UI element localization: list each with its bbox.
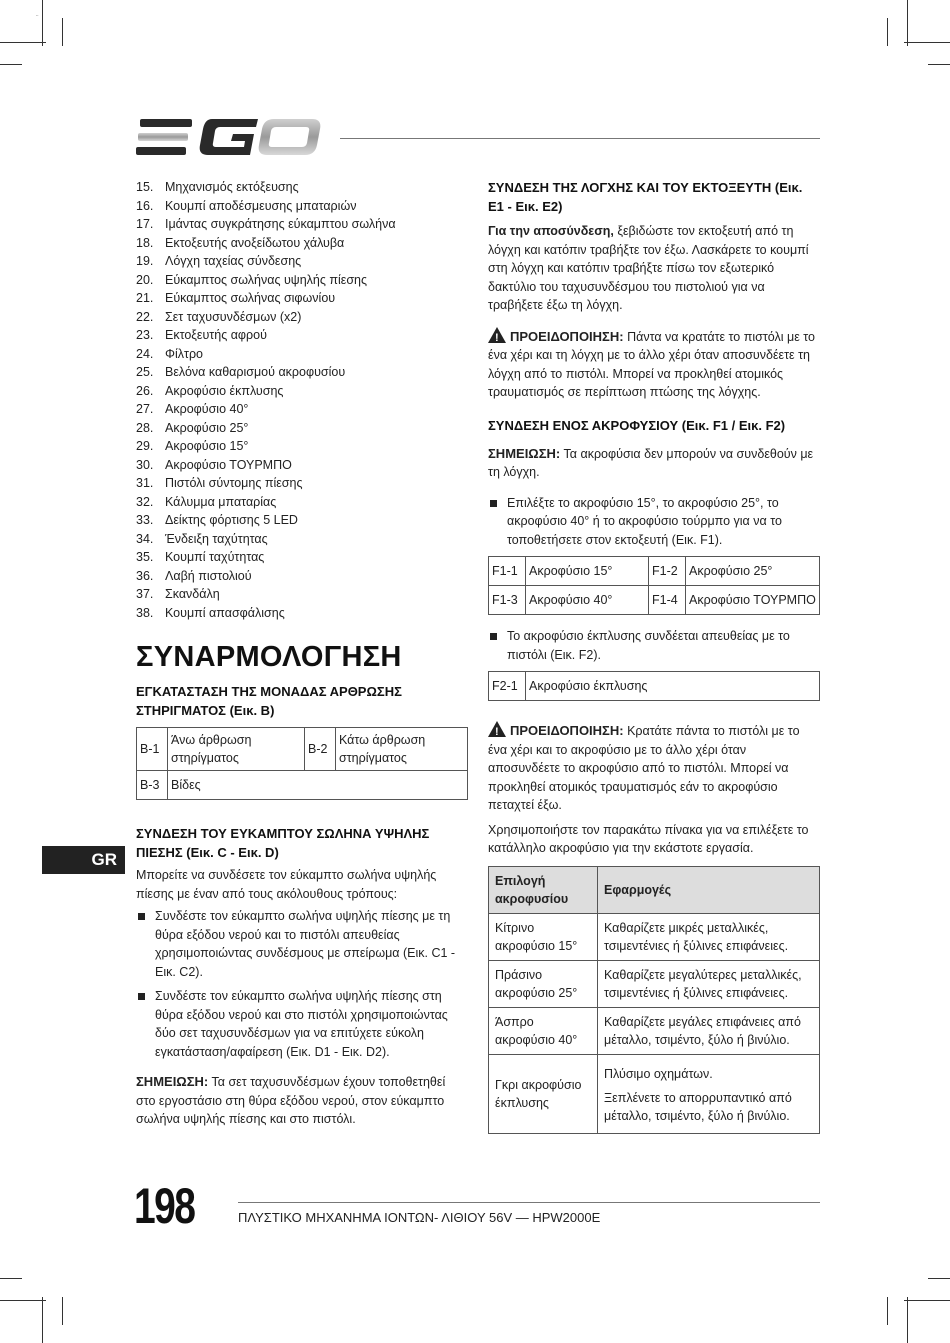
- part-label: Κουμπί αποδέσμευσης μπαταριών: [165, 198, 357, 213]
- hose-intro: Μπορείτε να συνδέσετε τον εύκαμπτο σωλήνα υψηλής πίεσης με έναν από τους ακόλουθους τρόπους:: [136, 868, 437, 901]
- nozzle-bullet: Επιλέξτε το ακροφύσιο 15°, το ακροφύσιο 25°, το ακροφύσιο 40° ή το ακροφύσιο τούρμπο για να το τοποθετήσετε στον εκτοξευτή (Εικ. F1).: [507, 495, 782, 547]
- warning-label: ΠΡΟΕΙΔΟΠΟΙΗΣΗ:: [510, 723, 624, 738]
- crop-mark: [928, 1278, 950, 1279]
- part-label: Εύκαμπτος σωλήνας υψηλής πίεσης: [165, 272, 368, 287]
- part-number: 16.: [136, 198, 154, 213]
- table-row: [489, 1054, 820, 1133]
- table-b: [136, 727, 468, 800]
- nozzle-use: Καθαρίζετε μεγάλες επιφάνειες από μέταλλο, τσιμέντο, ξύλο ή βινύλιο.: [598, 1007, 820, 1054]
- list-item: [136, 326, 468, 345]
- crop-mark: [62, 1297, 63, 1325]
- nozzle-warning: [488, 721, 820, 815]
- crop-mark: [0, 64, 22, 65]
- crop-mark: [0, 42, 46, 43]
- removal-text: ξεβιδώστε τον εκτοξευτή από τη λόγχη και κατόπιν τραβήξτε τον έξω. Λασκάρετε το κουμπί στη λόγχη και κατόπιν τραβήξτε πίσω τον εξωτερικό δακτύλιο του ταχυσυνδέσμου του πιστολιού για να τραβήξετε έξω τη λόγχη.: [488, 224, 809, 312]
- table-f1-label: Ακροφύσιο 40°: [526, 586, 649, 615]
- note-label: ΣΗΜΕΙΩΣΗ:: [136, 1074, 209, 1089]
- nozzle-bullet: Το ακροφύσιο έκπλυσης συνδέεται απευθείας με το πιστόλι (Εικ. F2).: [507, 629, 790, 662]
- note-text: Τα ακροφύσια δεν μπορούν να συνδεθούν με τη λόγχη.: [488, 446, 814, 479]
- list-item: [136, 604, 468, 623]
- language-tab: GR: [42, 846, 125, 874]
- list-item: [136, 382, 468, 401]
- crop-mark: [907, 1297, 908, 1343]
- table-f1: [488, 556, 820, 615]
- part-number: 19.: [136, 254, 154, 268]
- nozzle-use-line: Πλύσιμο οχημάτων.: [604, 1066, 713, 1081]
- part-label: Εκτοξευτής ανοξείδωτου χάλυβα: [165, 235, 345, 250]
- list-item: [136, 215, 468, 234]
- crop-mark: [887, 18, 888, 46]
- part-number: 17.: [136, 217, 154, 231]
- list-item: [136, 289, 468, 308]
- crop-mark: [42, 1297, 43, 1343]
- nozzle-choice: Γκρι ακροφύσιο έκπλυσης: [489, 1054, 598, 1133]
- part-number: 33.: [136, 513, 154, 527]
- table-f1-code: F1-2: [649, 557, 686, 586]
- crop-mark: [928, 64, 950, 65]
- nozzle-use: Καθαρίζετε μικρές μεταλλικές, τσιμεντένιες ή ξύλινες επιφάνειες.: [598, 913, 820, 960]
- bullet-icon: [138, 913, 145, 920]
- list-item: [136, 474, 468, 493]
- part-label: Σκανδάλη: [165, 587, 220, 601]
- part-label: Ένδειξη ταχύτητας: [165, 531, 268, 546]
- table-f1-label: Ακροφύσιο 15°: [526, 557, 649, 586]
- part-number: 25.: [136, 365, 154, 379]
- part-number: 22.: [136, 309, 154, 324]
- nozzle-note: [488, 445, 820, 482]
- part-label: Φίλτρο: [165, 346, 204, 361]
- part-number: 35.: [136, 550, 154, 564]
- part-label: Κουμπί απασφάλισης: [165, 605, 285, 620]
- bullet-icon: [490, 500, 497, 507]
- list-item: [136, 308, 468, 327]
- part-number: 29.: [136, 439, 154, 453]
- removal-label: Για την αποσύνδεση,: [488, 224, 614, 238]
- crop-mark: [62, 18, 63, 46]
- crop-mark: [904, 42, 950, 43]
- part-number: 31.: [136, 476, 154, 490]
- footer-title: ΠΛΥΣΤΙΚΟ ΜΗΧΑΝΗΜΑ ΙΟΝΤΩΝ- ΛΙΘΙΟΥ 56V — HPW2000E: [238, 1210, 601, 1225]
- left-column: [136, 178, 468, 1129]
- warning-icon: [488, 721, 506, 737]
- table-row: [489, 913, 820, 960]
- part-number: 18.: [136, 235, 154, 250]
- select-text: Χρησιμοποιήστε τον παρακάτω πίνακα για να επιλέξετε το κατάλληλο ακροφύσιο για την εκάστοτε εργασία.: [488, 822, 809, 855]
- part-label: Λόγχη ταχείας σύνδεσης: [165, 254, 302, 268]
- part-label: Ακροφύσιο ΤΟΥΡΜΠΟ: [165, 457, 292, 472]
- nozzle-selection-table: [488, 866, 820, 1134]
- table-b-code: B-3: [137, 771, 168, 800]
- crop-mark: [0, 1278, 22, 1279]
- table-f2: [488, 671, 820, 701]
- nozzle-choice: Κίτρινο ακροφύσιο 15°: [489, 913, 598, 960]
- nozzle-title: ΣΥΝΔΕΣΗ ΕΝΟΣ ΑΚΡΟΦΥΣΙΟΥ (Εικ. F1 / Εικ. F2): [488, 417, 786, 433]
- hose-bullet: Συνδέστε τον εύκαμπτο σωλήνα υψηλής πίεσης στη θύρα εξόδου νερού και στο πιστόλι χρησιμοποιώντας δύο σετ ταχυσυνδέσμων για να επιτύχετε εύκολη εγκατάσταση/αφαίρεση (Εικ. D1 - Εικ. D2).: [155, 989, 448, 1059]
- part-number: 38.: [136, 605, 154, 620]
- part-number: 15.: [136, 180, 154, 194]
- bullet-icon: [490, 633, 497, 640]
- table-header: Επιλογή ακροφυσίου: [489, 866, 598, 913]
- part-number: 34.: [136, 531, 154, 546]
- crop-mark: [42, 0, 43, 46]
- part-number: 37.: [136, 587, 154, 601]
- list-item: [136, 530, 468, 549]
- nozzle-choice: Πράσινο ακροφύσιο 25°: [489, 960, 598, 1007]
- list-item: [136, 585, 468, 604]
- nozzle-choice: Άσπρο ακροφύσιο 40°: [489, 1007, 598, 1054]
- list-item: [136, 456, 468, 475]
- assembly-title: ΣΥΝΑΡΜΟΛΟΓΗΣΗ: [136, 641, 402, 673]
- part-label: Πιστόλι σύντομης πίεσης: [165, 476, 303, 490]
- lance-title: ΣΥΝΔΕΣΗ ΤΗΣ ΛΟΓΧΗΣ ΚΑΙ ΤΟΥ ΕΚΤΟΞΕΥΤΗ (Εικ. E1 - Εικ. E2): [488, 180, 803, 214]
- nozzle-use: Καθαρίζετε μεγαλύτερες μεταλλικές, τσιμεντένιες ή ξύλινες επιφάνειες.: [598, 960, 820, 1007]
- table-b-code: B-1: [137, 728, 168, 771]
- warning-icon: [488, 327, 506, 343]
- hose-title: ΣΥΝΔΕΣΗ ΤΟΥ ΕΥΚΑΜΠΤΟΥ ΣΩΛΗΝΑ ΥΨΗΛΗΣ ΠΙΕΣΗΣ (Εικ. C - Εικ. D): [136, 826, 430, 860]
- list-item: [136, 234, 468, 253]
- part-label: Βελόνα καθαρισμού ακροφυσίου: [165, 365, 346, 379]
- warning-text: Κρατάτε πάντα το πιστόλι με το ένα χέρι και το ακροφύσιο με το άλλο χέρι όταν αποσυνδέετε το ακροφύσιο από το πιστόλι. Μπορεί να προκληθεί ατομικός τραυματισμός εάν το ακροφύσιο πεταχτεί έξω.: [488, 724, 800, 812]
- bullet-icon: [138, 993, 145, 1000]
- table-b-label: Κάτω άρθρωση στηρίγματος: [336, 728, 468, 771]
- note-text: Τα σετ ταχυσυνδέσμων έχουν τοποθετηθεί στο εργοστάσιο στη θύρα εξόδου νερού, στον εύκαμπτο σωλήνα υψηλής πίεσης και στο πιστόλι.: [136, 1075, 446, 1126]
- mount-title: ΕΓΚΑΤΑΣΤΑΣΗ ΤΗΣ ΜΟΝΑΔΑΣ ΑΡΘΡΩΣΗΣ ΣΤΗΡΙΓΜΑΤΟΣ (Εικ. B): [136, 684, 402, 718]
- part-label: Δείκτης φόρτισης 5 LED: [165, 513, 298, 527]
- part-label: Ακροφύσιο 15°: [165, 439, 249, 453]
- list-item: [136, 178, 468, 197]
- table-f2-code: F2-1: [489, 672, 526, 701]
- list-item: [136, 419, 468, 438]
- table-f2-label: Ακροφύσιο έκπλυσης: [526, 672, 820, 701]
- ego-logo: [36, 16, 322, 158]
- table-header: Εφαρμογές: [598, 866, 820, 913]
- table-row: [489, 1007, 820, 1054]
- part-label: Μηχανισμός εκτόξευσης: [165, 180, 299, 194]
- lance-warning: [488, 327, 820, 402]
- list-item: [136, 271, 468, 290]
- table-f1-label: Ακροφύσιο 25°: [686, 557, 820, 586]
- table-b-label: Άνω άρθρωση στηρίγματος: [168, 728, 305, 771]
- part-number: 30.: [136, 457, 154, 472]
- part-number: 36.: [136, 568, 154, 583]
- table-b-label: Βίδες: [168, 771, 468, 800]
- page-number: 198: [134, 1178, 195, 1234]
- hose-note: [136, 1073, 468, 1129]
- list-item: [136, 437, 468, 456]
- list-item: [136, 197, 468, 216]
- part-number: 32.: [136, 494, 154, 509]
- part-label: Κάλυμμα μπαταρίας: [165, 494, 277, 509]
- list-item: [136, 400, 468, 419]
- crop-mark: [907, 0, 908, 46]
- note-label: ΣΗΜΕΙΩΣΗ:: [488, 445, 561, 461]
- part-label: Ακροφύσιο έκπλυσης: [165, 383, 284, 398]
- list-item: [136, 567, 468, 586]
- list-item: [136, 907, 468, 981]
- part-label: Σετ ταχυσυνδέσμων (x2): [165, 309, 302, 324]
- footer-rule: [238, 1202, 820, 1203]
- table-f1-label: Ακροφύσιο ΤΟΥΡΜΠΟ: [686, 586, 820, 615]
- table-row: [489, 960, 820, 1007]
- right-column: [488, 178, 820, 1134]
- crop-mark: [904, 1300, 950, 1301]
- list-item: [136, 548, 468, 567]
- list-item: [136, 363, 468, 382]
- list-item: [136, 493, 468, 512]
- part-label: Εύκαμπτος σωλήνας σιφωνίου: [165, 291, 336, 305]
- table-f1-code: F1-4: [649, 586, 686, 615]
- part-label: Κουμπί ταχύτητας: [165, 550, 265, 564]
- part-number: 23.: [136, 328, 154, 342]
- logo-text: EGO: [36, 16, 39, 17]
- list-item: [136, 987, 468, 1061]
- part-label: Εκτοξευτής αφρού: [165, 328, 267, 342]
- nozzle-use-line: Ξεπλένετε το απορρυπαντικό από μέταλλο, τσιμέντο, ξύλο ή βινύλιο.: [604, 1090, 792, 1123]
- list-item: [136, 345, 468, 364]
- part-number: 20.: [136, 272, 154, 287]
- parts-list: [136, 178, 468, 622]
- table-b-code: B-2: [305, 728, 336, 771]
- table-f1-code: F1-3: [489, 586, 526, 615]
- hose-bullet: Συνδέστε τον εύκαμπτο σωλήνα υψηλής πίεσης με τη θύρα εξόδου νερού και το πιστόλι απευθείας χρησιμοποιώντας συνδέσμους με σπείρωμα (Εικ. C1 - Εικ. C2).: [155, 909, 456, 979]
- list-item: [136, 252, 468, 271]
- part-number: 27.: [136, 402, 154, 416]
- part-number: 24.: [136, 346, 154, 361]
- table-f1-code: F1-1: [489, 557, 526, 586]
- part-number: 26.: [136, 383, 154, 398]
- part-label: Ιμάντας συγκράτησης εύκαμπτου σωλήνα: [165, 217, 396, 231]
- part-number: 28.: [136, 420, 154, 435]
- warning-text: Πάντα να κρατάτε το πιστόλι με το ένα χέρι και τη λόγχη με το άλλο χέρι όταν αποσυνδέετε τη λόγχη από το πιστόλι. Μπορεί να προκληθεί ατομικός τραυματισμός σε περίπτωση πτώσης της λόγχης.: [488, 329, 815, 399]
- nozzle-use: [598, 1054, 820, 1133]
- crop-mark: [0, 1300, 46, 1301]
- part-label: Λαβή πιστολιού: [165, 568, 252, 583]
- header-rule: [340, 138, 820, 139]
- list-item: [136, 511, 468, 530]
- part-label: Ακροφύσιο 40°: [165, 402, 249, 416]
- part-number: 21.: [136, 291, 154, 305]
- lance-removal: [488, 222, 820, 315]
- crop-mark: [887, 1297, 888, 1325]
- list-item: [488, 627, 820, 664]
- warning-label: ΠΡΟΕΙΔΟΠΟΙΗΣΗ:: [510, 328, 624, 344]
- list-item: [488, 494, 820, 550]
- part-label: Ακροφύσιο 25°: [165, 420, 249, 435]
